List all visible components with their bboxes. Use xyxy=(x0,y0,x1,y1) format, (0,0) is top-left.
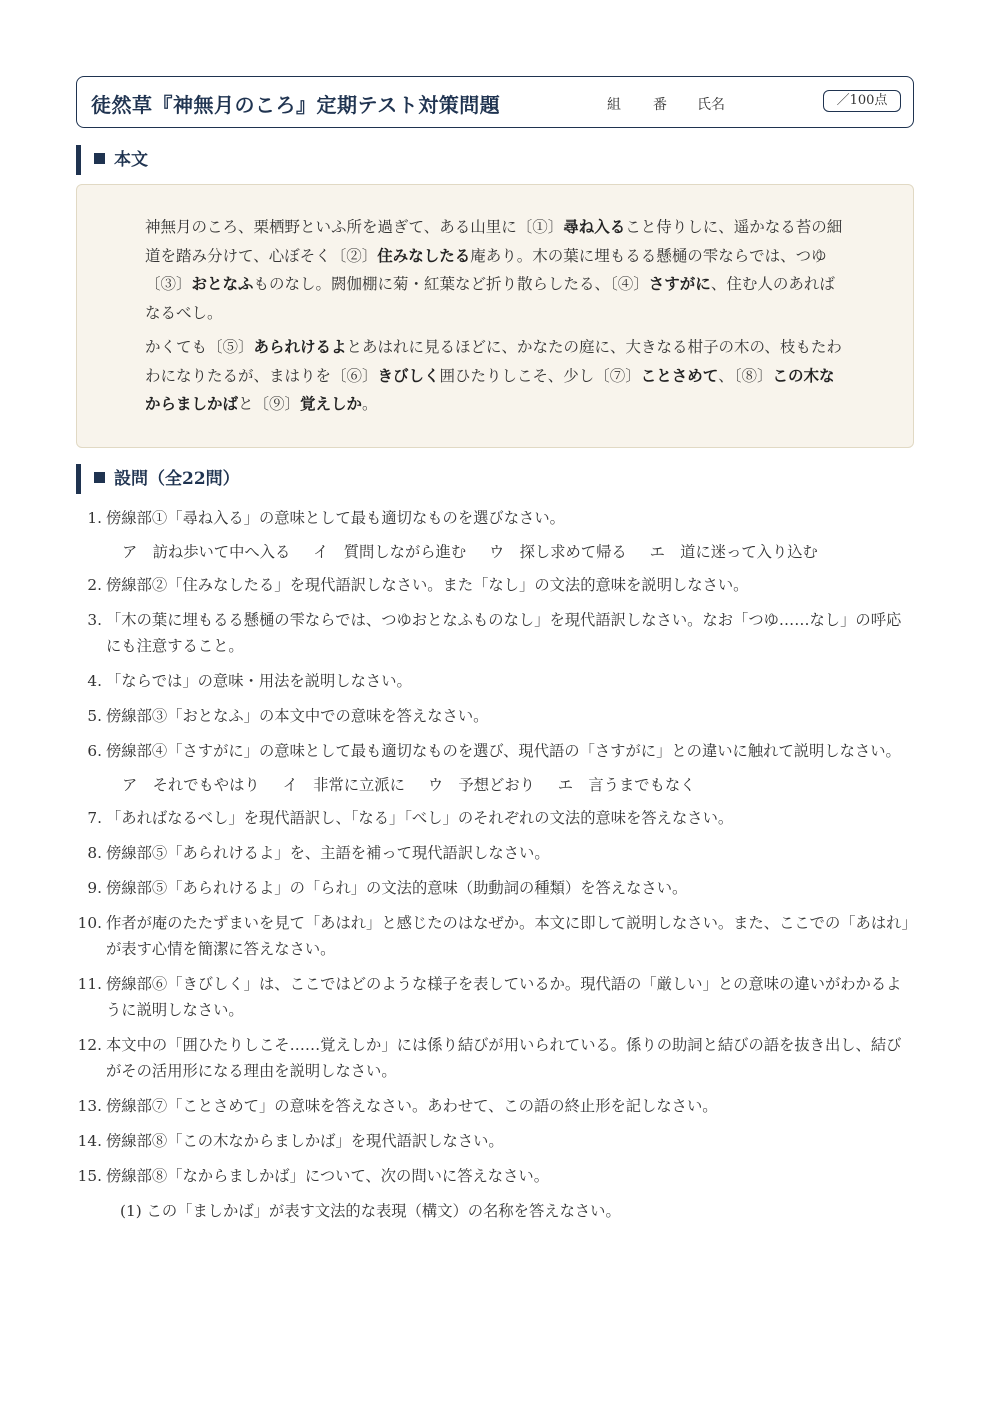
choice-option: ウ 探し求めて帰る xyxy=(489,543,627,561)
question-item: 13. 傍線部⑦「ことさめて」の意味を答えなさい。あわせて、この語の終止形を記しなさい。 xyxy=(77,1097,718,1115)
header-box xyxy=(76,76,914,128)
question-item: 9. 傍線部⑤「あられけるよ」の「られ」の文法的意味（助動詞の種類）を答えなさい。 xyxy=(87,879,688,897)
question-item: 3. 「木の葉に埋もるる懸樋の雫ならでは、つゆおとなふものなし」を現代語訳しなさい。なお「つゆ……なし」の呼応にも注意すること。 xyxy=(87,611,902,655)
question-item: 5. 傍線部③「おとなふ」の本文中での意味を答えなさい。 xyxy=(87,707,489,725)
question-list xyxy=(76,505,912,1224)
sub-question-text: この「ましかば」が表す文法的な表現（構文）の名称を答えなさい。 xyxy=(146,1202,621,1220)
question-item: 2. 傍線部②「住みなしたる」を現代語訳しなさい。また「なし」の文法的意味を説明しなさい。 xyxy=(87,576,749,594)
choice-option: ア それでもやはり xyxy=(122,776,260,794)
choice-option: ア 訪ね歩いて中へ入る xyxy=(122,543,291,561)
class-label: 組 xyxy=(607,97,621,113)
choice-list xyxy=(76,772,912,798)
underline-target-9: 覚えしか xyxy=(300,394,363,413)
section-heading-questions xyxy=(76,464,240,494)
underline-target-5: あられけるよ xyxy=(253,337,347,356)
section-heading-label: 設問（全22問） xyxy=(114,469,240,489)
passage-paragraph-2: かくても〔⑤〕あられけるよとあはれに見るほどに、かなたの庭に、大きなる柑子の木の、枝もたわわになりたるが、まはりを〔⑥〕きびしく囲ひたりしこそ、少し〔⑦〕ことさめて、〔⑧〕この木なからましかばと〔⑨〕覚えしか。 xyxy=(145,337,842,413)
choice-option: イ 質問しながら進む xyxy=(313,543,467,561)
underline-target-8: この木なからましかば xyxy=(145,365,835,413)
section-heading-label: 本文 xyxy=(114,150,148,170)
passage-paragraph-1: 神無月のころ、栗栖野といふ所を過ぎて、ある山里に〔①〕尋ね入ること侍りしに、遥かなる苔の細道を踏み分けて、心ぼそく〔②〕住みなしたる庵あり。木の葉に埋もるる懸樋の雫ならでは、つゆ〔③〕おとなふものなし。閼伽棚に菊・紅葉など折り散らしたる、〔④〕さすがに、住む人のあればなるべし。 xyxy=(145,217,843,322)
question-item: 1. 傍線部①「尋ね入る」の意味として最も適切なものを選びなさい。 xyxy=(87,509,565,527)
question-item: 4. 「ならでは」の意味・用法を説明しなさい。 xyxy=(87,672,412,690)
underline-target-3: おとなふ xyxy=(191,274,254,293)
choice-option: エ 道に迷って入り込む xyxy=(649,543,818,561)
square-bullet-icon xyxy=(94,153,105,164)
underline-target-4: さすがに xyxy=(648,274,711,293)
question-item: 7. 「あればなるべし」を現代語訳し、「なる」「べし」のそれぞれの文法的意味を答えなさい。 xyxy=(87,809,734,827)
number-label: 番 xyxy=(653,97,667,113)
score-box: ／100点 xyxy=(823,90,901,112)
underline-target-2: 住みなしたる xyxy=(377,245,471,265)
question-item: 15. 傍線部⑧「なからましかば」について、次の問いに答えなさい。 xyxy=(77,1167,549,1185)
choice-list xyxy=(76,539,912,565)
sub-question xyxy=(76,1198,912,1224)
sub-question-label: (1) xyxy=(120,1202,142,1220)
question-item: 11. 傍線部⑥「きびしく」は、ここではどのような様子を表しているか。現代語の「厳しい」との意味の違いがわかるように説明しなさい。 xyxy=(77,975,902,1019)
choice-option: イ 非常に立派に xyxy=(282,776,405,794)
choice-option: エ 言うまでもなく xyxy=(557,776,696,794)
square-bullet-icon xyxy=(94,472,105,483)
question-item: 12. 本文中の「囲ひたりしこそ……覚えしか」には係り結びが用いられている。係りの助詞と結びの語を抜き出し、結びがその活用形になる理由を説明しなさい。 xyxy=(77,1036,902,1080)
name-label: 氏名 xyxy=(697,97,725,113)
passage xyxy=(145,213,847,425)
underline-target-1: 尋ね入る xyxy=(563,217,626,236)
passage-box xyxy=(76,184,914,448)
question-item: 14. 傍線部⑧「この木なからましかば」を現代語訳しなさい。 xyxy=(77,1132,504,1150)
underline-target-6: きびしく xyxy=(377,365,440,385)
document-title: 徒然草『神無月のころ』定期テスト対策問題 xyxy=(91,93,501,117)
question-item: 10. 作者が庵のたたずまいを見て「あはれ」と感じたのはなぜか。本文に即して説明しなさい。また、ここでの「あはれ」が表す心情を簡潔に答えなさい。 xyxy=(77,914,910,958)
question-item: 6. 傍線部④「さすがに」の意味として最も適切なものを選び、現代語の「さすがに」との違いに触れて説明しなさい。 xyxy=(87,742,901,760)
choice-option: ウ 予想どおり xyxy=(427,776,535,794)
question-item: 8. 傍線部⑤「あられけるよ」を、主語を補って現代語訳しなさい。 xyxy=(87,844,550,862)
underline-target-7: ことさめて xyxy=(640,365,719,385)
section-heading-text xyxy=(76,145,148,175)
